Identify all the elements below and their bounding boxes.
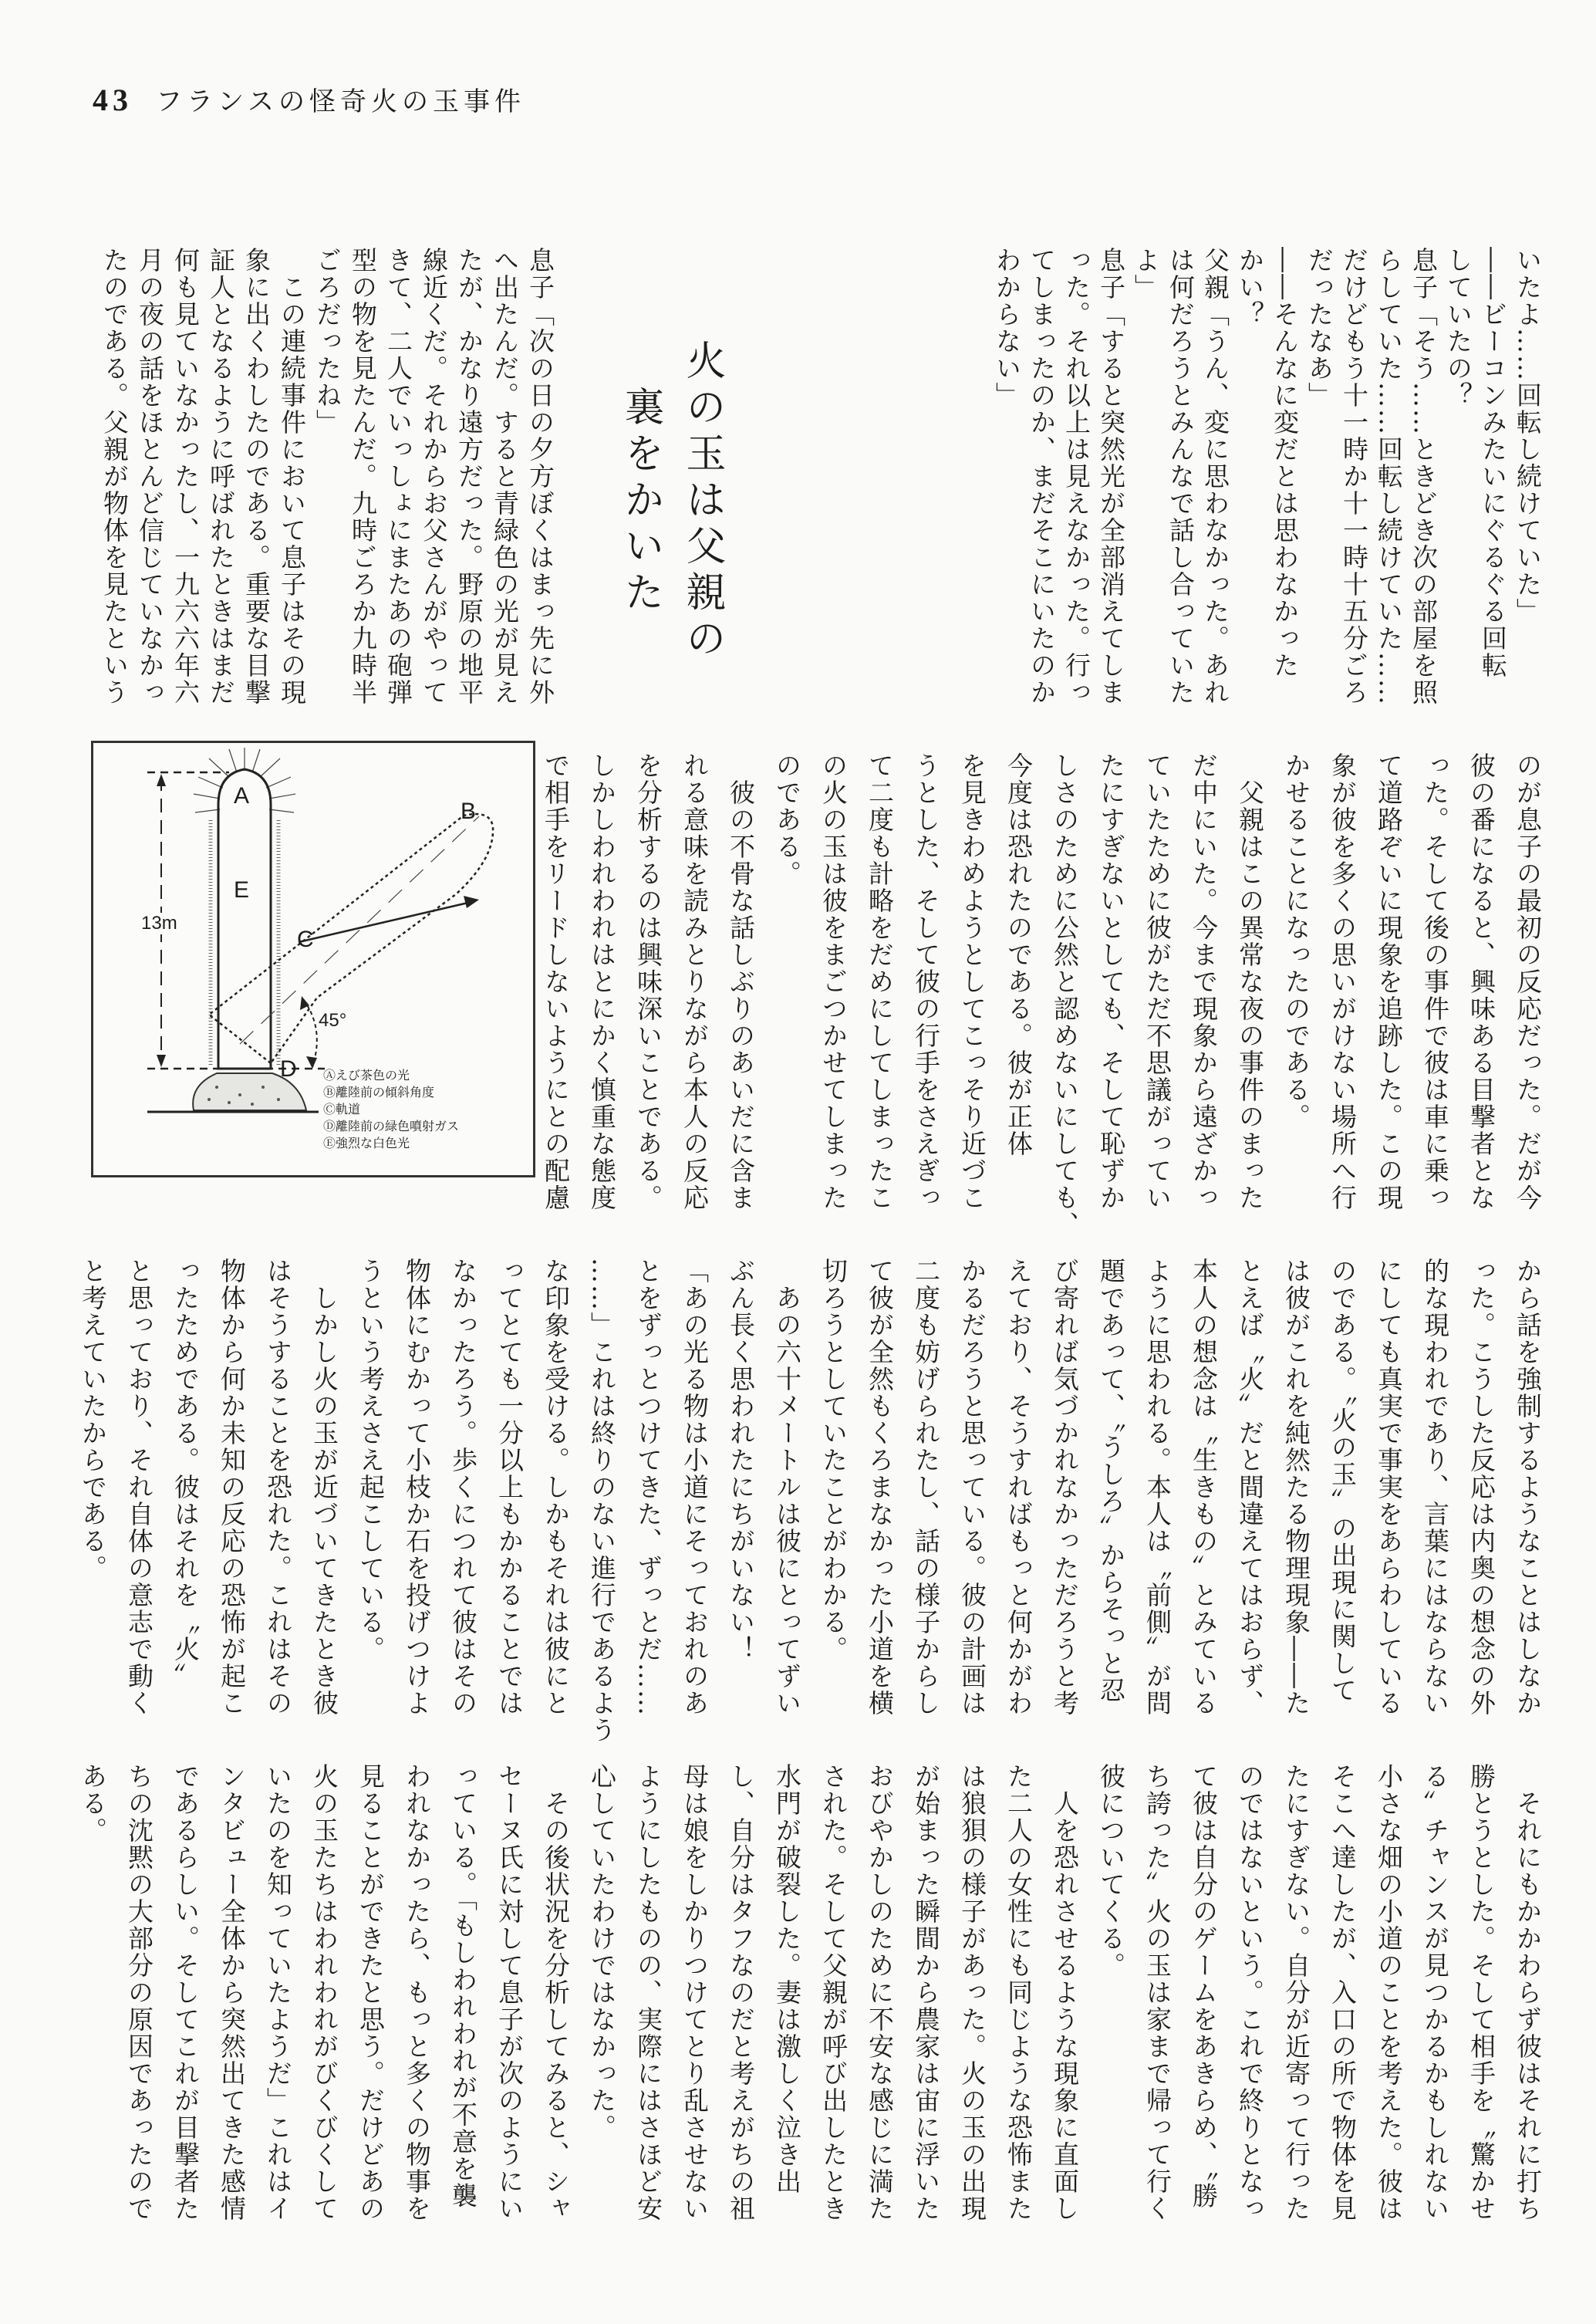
text-line: わからない」 [992,247,1022,409]
text-line: ある。 [78,1763,108,1844]
text-line: かるだろうと思っている。彼の計画は [957,1258,987,1717]
text-line: しさのために公然と認めないにしても、 [1050,752,1080,1238]
text-line: 勝とうとした。そして相手を〝驚かせ [1466,1763,1496,2222]
text-line: のではないという。これで終りとなっ [1235,1763,1265,2222]
text-line: なかったろう。歩くにつれて彼はその [448,1258,478,1717]
text-block-tier1-left [0,247,1596,741]
text-line: えており、そうすればもっと何かがわ [1004,1258,1034,1717]
text-line: だったなあ」 [1304,247,1334,409]
text-line: で相手をリードしないようにとの配慮 [541,752,571,1211]
text-line: 切ろうとしていたことがわかる。 [818,1258,849,1663]
label-c: C [297,927,314,952]
text-line: っている。「もしわれわれが不意を襲 [448,1763,478,2210]
text-line: ってとても一分以上もかかることでは [494,1258,525,1717]
text-line: だけどもう十一時か十一時十五分ごろ [1339,247,1369,706]
text-line: しかしわれわれはとにかく慎重な態度 [587,752,617,1211]
text-line: よ」 [1131,247,1161,301]
angle-label: 45° [319,1010,347,1031]
text-line: きて、二人でいっしょにまたあの砲弾 [383,247,413,706]
section-heading-line2: 裏をかいた [617,386,663,617]
text-line: たにすぎないとしても、そして恥ずか [1096,752,1126,1211]
text-line: セーヌ氏に対して息子が次のようにい [494,1763,525,2222]
legend-item: Ⓔ強烈な白色光 [323,1136,410,1150]
page-number: 43 [93,83,133,117]
legend-item: Ⓐえび茶色の光 [323,1068,410,1083]
text-line: いたのを知っていたようだ」これはイ [263,1763,293,2222]
text-line: 今度は恐れたのである。彼が正体 [1004,752,1034,1157]
diagram-legend [323,1067,459,1152]
label-b: B [461,799,477,824]
text-line: 水門が破裂した。妻は激しく泣き出 [772,1763,802,2195]
text-line: と考えていたからである。 [78,1258,108,1582]
text-line: 月の夜の話をほとんど信じていなかっ [135,247,165,706]
text-line: いたよ……回転し続けていた」 [1513,247,1543,625]
text-line: は彼がこれを純然たる物理現象――た [1281,1258,1311,1717]
legend-item: Ⓒ軌道 [323,1102,361,1116]
text-line: たにすぎない。自分が近寄って行った [1281,1763,1311,2222]
text-line: はそうすることを恐れた。これはその [263,1258,293,1717]
text-line: った。それ以上は見えなかった。行っ [1061,247,1092,706]
text-line: て彼が全然もくろまなかった小道を横 [865,1258,895,1717]
text-line: ように思われる。本人は〝前側〟が問 [1142,1258,1173,1717]
text-line: 心していたわけではなかった。 [587,1763,617,2141]
legend-item: Ⓑ離陸前の傾斜角度 [323,1085,435,1100]
text-line: だ中にいた。今まで現象から遠ざかっ [1189,752,1219,1211]
text-line: て彼は自分のゲームをあきらめ、〝勝 [1189,1763,1219,2210]
text-line: 証人となるように呼ばれたときはまだ [206,247,236,706]
text-line: て二度も計略をだめにしてしまったこ [865,752,895,1211]
label-d: D [280,1056,297,1082]
text-line: この連続事件において息子はその現 [277,247,307,706]
text-line: ……」これは終りのない進行であるよう [587,1258,617,1744]
text-line: 人を恐れさせるような現象に直面し [1050,1763,1080,2222]
diagram-figure [91,741,535,1177]
trajectory-arrow [299,902,471,942]
running-title: フランスの怪奇火の玉事件 [156,86,525,117]
text-line: おびやかしのために不安な感じに満た [865,1763,895,2222]
text-line: 物体にむかって小枝か石を投げつけよ [402,1258,432,1717]
text-line: ち誇った〟火の玉は家まで帰って行く [1142,1763,1173,2222]
running-head [93,80,525,118]
label-a: A [234,783,250,809]
text-line: は狼狽の様子があった。火の玉の出現 [957,1763,987,2222]
text-line: 息子「すると突然光が全部消えてしま [1096,247,1126,706]
text-line: 物体から何か未知の反応の恐怖が起こ [217,1258,247,1717]
text-line: ようにしたものの、実際にはさほど安 [633,1763,663,2222]
text-line: ちの沈黙の大部分の原因であったので [124,1763,154,2222]
text-line: ぶん長く思われたにちがいない！ [726,1258,756,1663]
text-line: しかし火の玉が近づいてきたとき彼 [309,1258,339,1717]
text-line: ンタビュー全体から突然出てきた感情 [217,1763,247,2222]
text-line: そこへ達したが、入口の所で物体を見 [1328,1763,1358,2222]
text-line: ごろだったね」 [312,247,342,436]
text-line: ――そんなに変だとは思わなかった [1270,247,1300,679]
text-line: のである。 [772,752,802,887]
text-line: 息子「そう……ときどき次の部屋を照 [1409,247,1439,706]
text-line: った。こうした反応は内奥の想念の外 [1466,1258,1496,1717]
text-line: ったためである。彼はそれを〝火〟 [170,1258,201,1690]
text-line: たのである。父親が物体を見たという [100,247,130,706]
text-line: かい？ [1235,247,1265,328]
text-line: であるらしい。そしてこれが目撃者た [170,1763,201,2222]
text-line: それにもかかわらず彼はそれに打ち [1513,1763,1543,2222]
text-line: び寄れば気づかれなかっただろうと考 [1050,1258,1080,1717]
text-line: 題であって、〝うしろ〟からそっと忍 [1096,1258,1126,1704]
text-line: ていたために彼がただ不思議がってい [1142,752,1173,1211]
text-line: していたの？ [1443,247,1473,409]
text-line: のが息子の最初の反応だった。だが今 [1513,752,1543,1211]
text-line: 本人の想念は〝生きもの〟とみている [1189,1258,1219,1717]
text-line: ――ビーコンみたいにぐるぐる回転 [1478,247,1508,679]
text-line: の火の玉は彼をまごつかせてしまった [818,752,849,1211]
legend-item: Ⓓ離陸前の緑色噴射ガス [323,1119,460,1133]
text-line: のである。〝火の玉〟の出現に関して [1328,1258,1358,1704]
text-block-tier4 [0,1763,1596,2257]
text-line: その後状況を分析してみると、シャ [541,1763,571,2222]
text-line: かせることになったのである。 [1281,752,1311,1130]
height-label: 13m [141,913,177,934]
text-line: てしまったのか、まだそこにいたのか [1027,247,1057,706]
text-line: 線近くだ。それからお父さんがやって [419,247,449,706]
text-line: うという考えさえ起こしている。 [356,1258,386,1663]
label-e: E [234,877,250,903]
text-line: から話を強制するようなことはしなか [1513,1258,1543,1717]
text-line: 息子「次の日の夕方ぼくはまっ先に外 [525,247,555,706]
text-line: な印象を受ける。しかもそれは彼にと [541,1258,571,1717]
section-heading-line1: 火の玉は父親の [679,339,725,664]
text-line: 何も見ていなかったし、一九六六年六 [170,247,201,706]
text-line: 「あの光る物は小道にそっておれのあ [680,1258,710,1717]
text-line: し、自分はタフなのだと考えがちの祖 [726,1763,756,2222]
text-block-tier3 [0,1258,1596,1751]
text-line: たが、かなり遠方だった。野原の地平 [454,247,484,706]
pillar-shape [218,769,271,1069]
text-line: 彼の番になると、興味ある目撃者とな [1466,752,1496,1211]
text-line: へ出たんだ。すると青緑色の光が見え [490,247,520,706]
text-line: が始まった瞬間から農家は宙に浮いた [911,1763,941,2222]
text-line: 火の玉たちはわれわれがびくびくして [309,1763,339,2222]
text-line: われなかったら、もっと多くの物事を [402,1763,432,2222]
text-line: は何だろうとみんなで話し合っていた [1166,247,1196,706]
text-line: とえば〝火〟だと間違えてはおらず、 [1235,1258,1265,1717]
text-line: らしていた……回転し続けていた…… [1374,247,1404,706]
text-line: にしても真実で事実をあらわしている [1374,1258,1404,1717]
text-line: 的な現われであり、言葉にはならない [1420,1258,1450,1717]
text-line: 見ることができたと思う。だけどあの [356,1763,386,2222]
text-line: うとした、そして彼の行手をさえぎっ [911,752,941,1211]
text-line: を分析するのは興味深いことである。 [633,752,663,1211]
text-line: 象に出くわしたのである。重要な目撃 [241,247,272,706]
text-line: った。そして後の事件で彼は車に乗っ [1420,752,1450,1211]
text-line: とをずっとつけてきた、ずっとだ…… [633,1258,663,1717]
text-line: 彼の不骨な話しぶりのあいだに含ま [726,752,756,1211]
text-line: 二度も妨げられたし、話の様子からし [911,1258,941,1717]
text-line: 父親はこの異常な夜の事件のまった [1235,752,1265,1211]
text-line: された。そして父親が呼び出したとき [818,1763,849,2222]
text-line: と思っており、それ自体の意志で動く [124,1258,154,1717]
text-line: て道路ぞいに現象を追跡した。この現 [1374,752,1404,1211]
text-line: 父親「うん、変に思わなかった。あれ [1200,247,1230,706]
text-line: る〟チャンスが見つかるかもしれない [1420,1763,1450,2222]
text-line: た二人の女性にも同じような恐怖また [1004,1763,1034,2222]
text-line: 母は娘をしかりつけてとり乱させない [680,1763,710,2222]
text-line: 型の物を見たんだ。九時ごろか九時半 [348,247,378,706]
text-line: あの六十メートルは彼にとってずい [772,1258,802,1717]
text-line: 象が彼を多くの思いがけない場所へ行 [1328,752,1358,1211]
text-line: を見きわめようとしてこっそり近づこ [957,752,987,1211]
text-line: 彼についてくる。 [1096,1763,1126,1979]
text-line: 小さな畑の小道のことを考えた。彼は [1374,1763,1404,2222]
text-line: れる意味を読みとりながら本人の反応 [680,752,710,1211]
